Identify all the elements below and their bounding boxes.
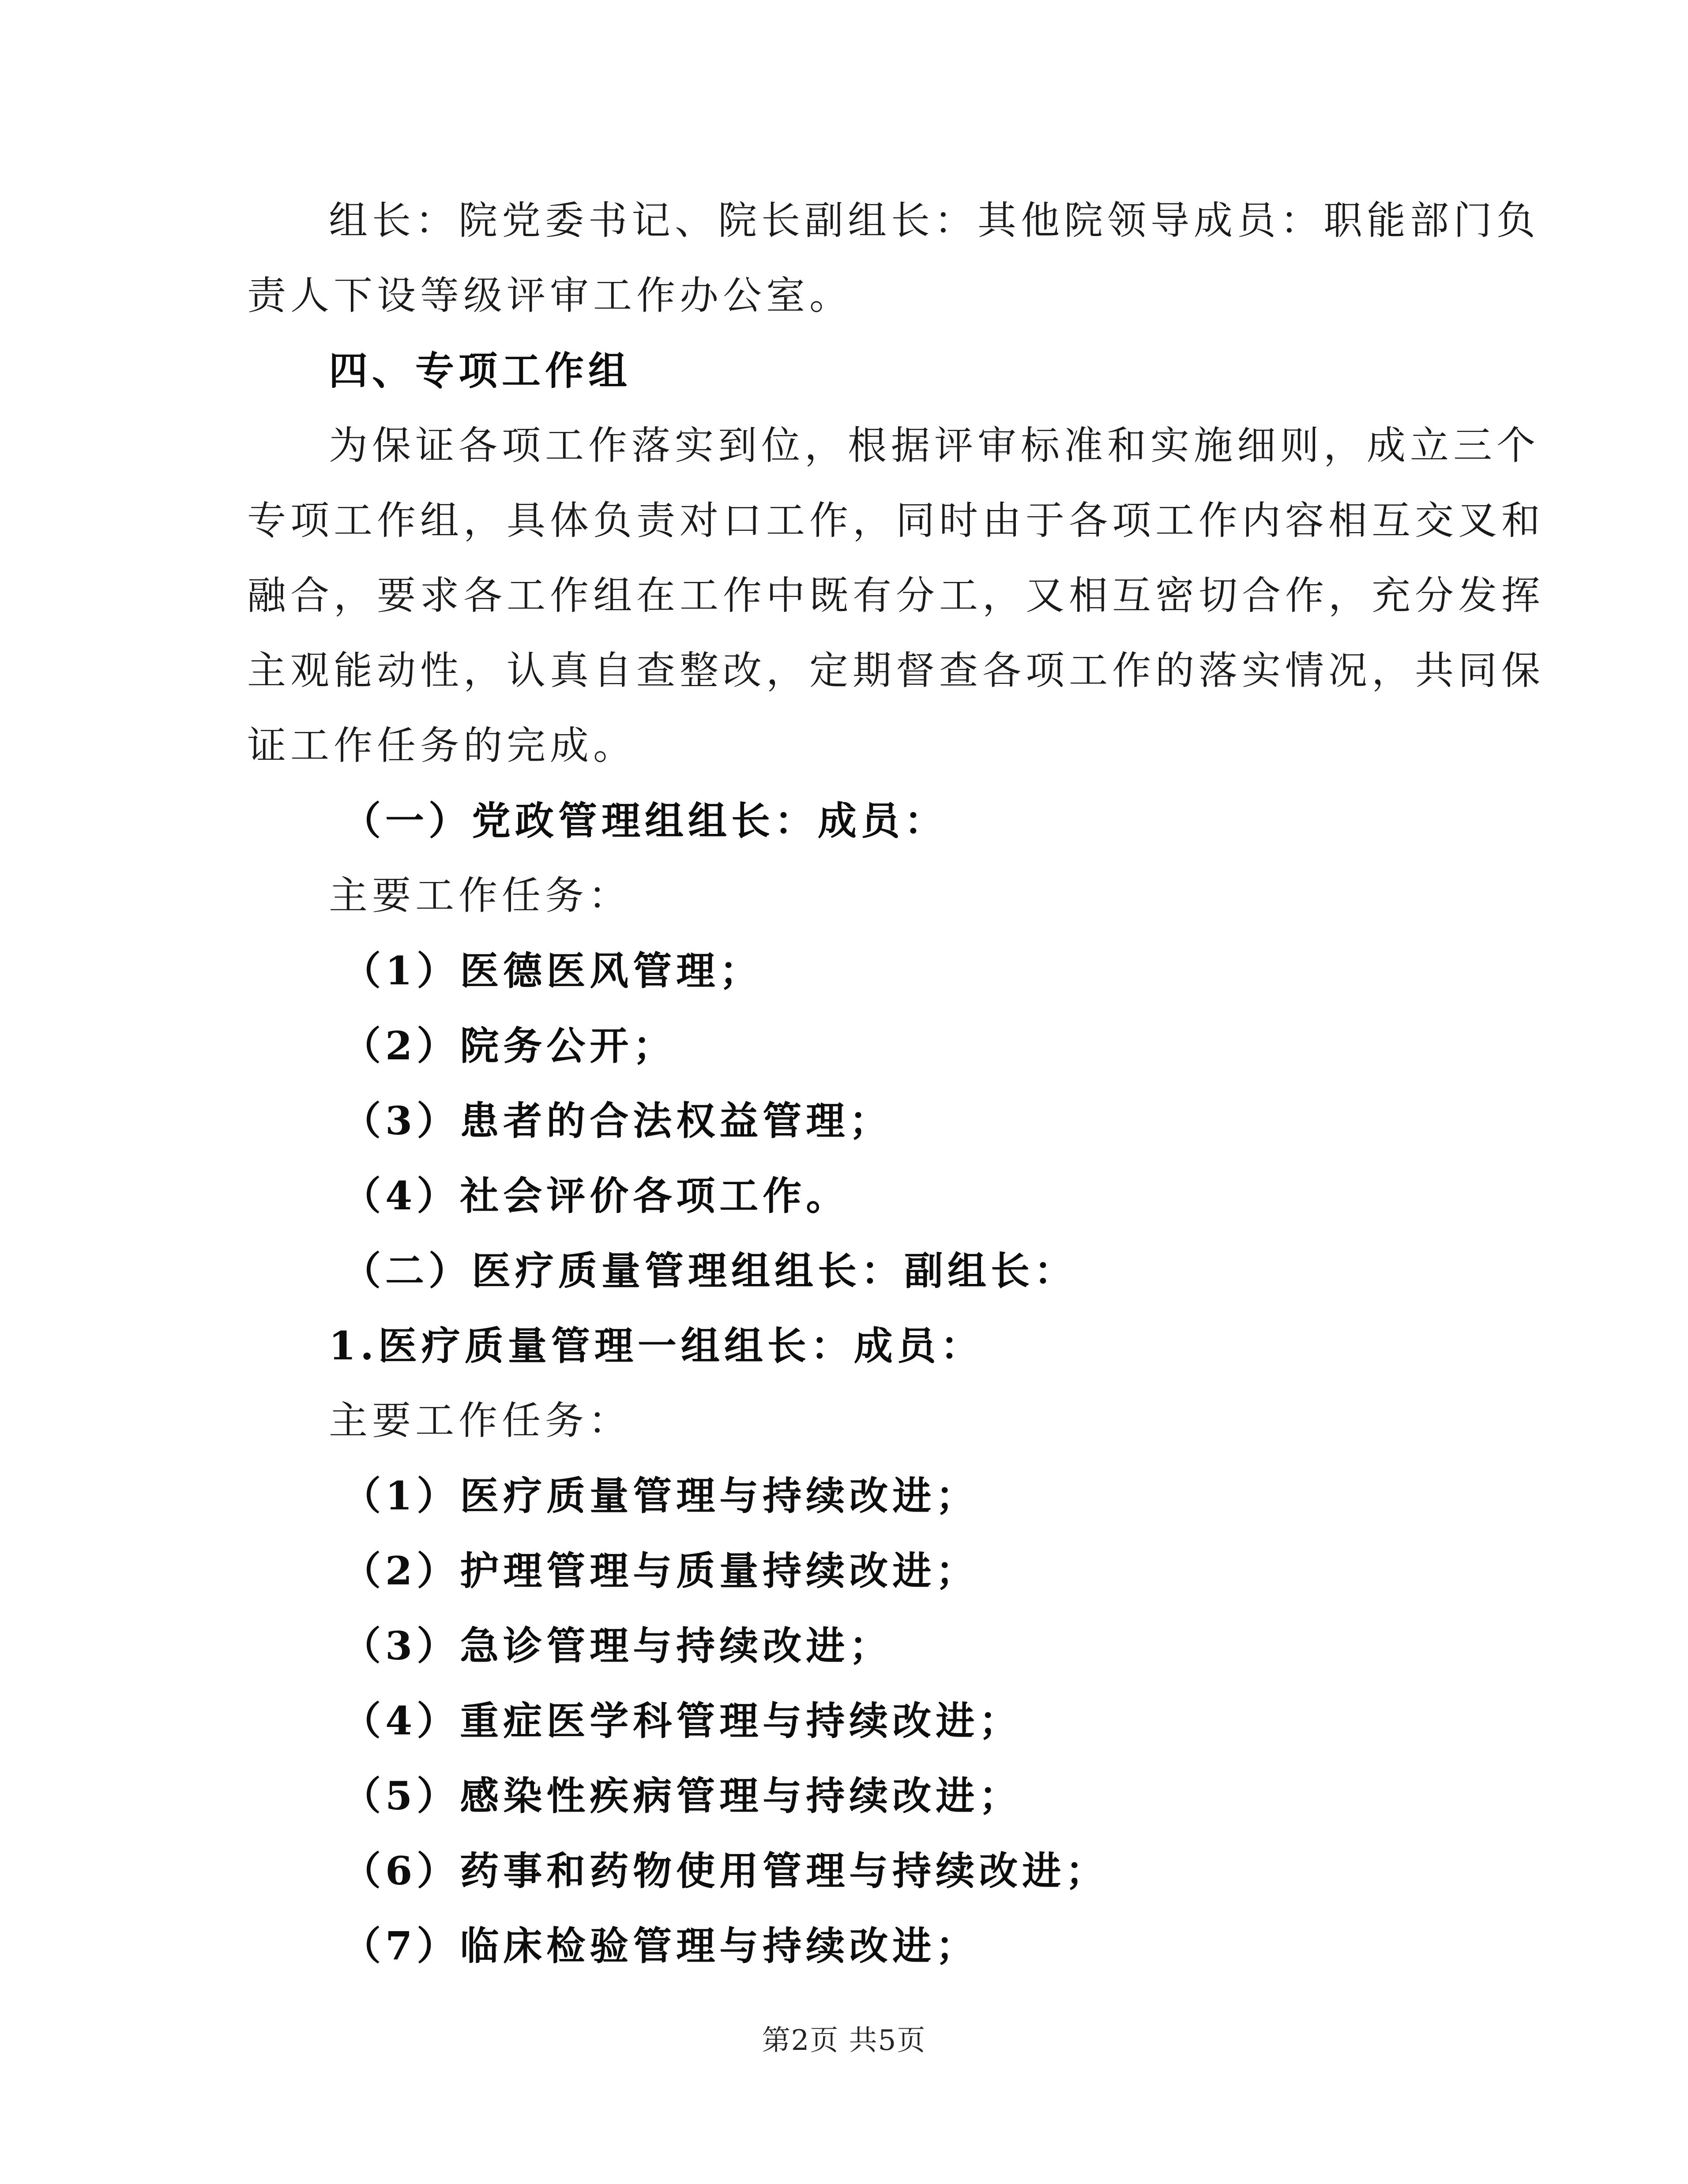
- list-item: （4）重症医学科管理与持续改进；: [342, 1698, 1023, 1744]
- list-item: （2）护理管理与质量持续改进；: [342, 1548, 979, 1594]
- subsection-heading: （二）医疗质量管理组组长：副组长：: [342, 1248, 1078, 1294]
- paragraph-line: 为保证各项工作落实到位，根据评审标准和实施细则，成立三个: [329, 423, 1540, 468]
- paragraph-line: 主观能动性，认真自查整改，定期督查各项工作的落实情况，共同保: [247, 648, 1545, 693]
- paragraph-line: 责人下设等级评审工作办公室。: [247, 273, 853, 318]
- list-item: （7）临床检验管理与持续改进；: [342, 1923, 979, 1969]
- paragraph-line: 融合，要求各工作组在工作中既有分工，又相互密切合作，充分发挥: [247, 573, 1545, 618]
- list-item: （4）社会评价各项工作。: [342, 1173, 850, 1219]
- group-heading: 1.医疗质量管理一组组长：成员：: [329, 1323, 984, 1369]
- list-item: （3）患者的合法权益管理；: [342, 1098, 893, 1144]
- list-item: （3）急诊管理与持续改进；: [342, 1623, 893, 1669]
- list-item: （1）医德医风管理；: [342, 948, 763, 994]
- paragraph-line: 专项工作组，具体负责对口工作，同时由于各项工作内容相互交叉和: [247, 498, 1545, 543]
- subsection-heading: （一）党政管理组组长：成员：: [342, 798, 948, 844]
- list-item: （6）药事和药物使用管理与持续改进；: [342, 1848, 1109, 1894]
- page-number: 第2页 共5页: [762, 2024, 926, 2057]
- list-item: （5）感染性疾病管理与持续改进；: [342, 1773, 1023, 1819]
- list-item: （1）医疗质量管理与持续改进；: [342, 1473, 979, 1519]
- list-item: （2）院务公开；: [342, 1023, 677, 1069]
- task-label: 主要工作任务：: [329, 873, 632, 918]
- section-heading: 四、专项工作组: [329, 348, 632, 394]
- task-label: 主要工作任务：: [329, 1398, 632, 1443]
- paragraph-line: 组长：院党委书记、院长副组长：其他院领导成员：职能部门负: [329, 198, 1540, 243]
- paragraph-line: 证工作任务的完成。: [247, 723, 637, 768]
